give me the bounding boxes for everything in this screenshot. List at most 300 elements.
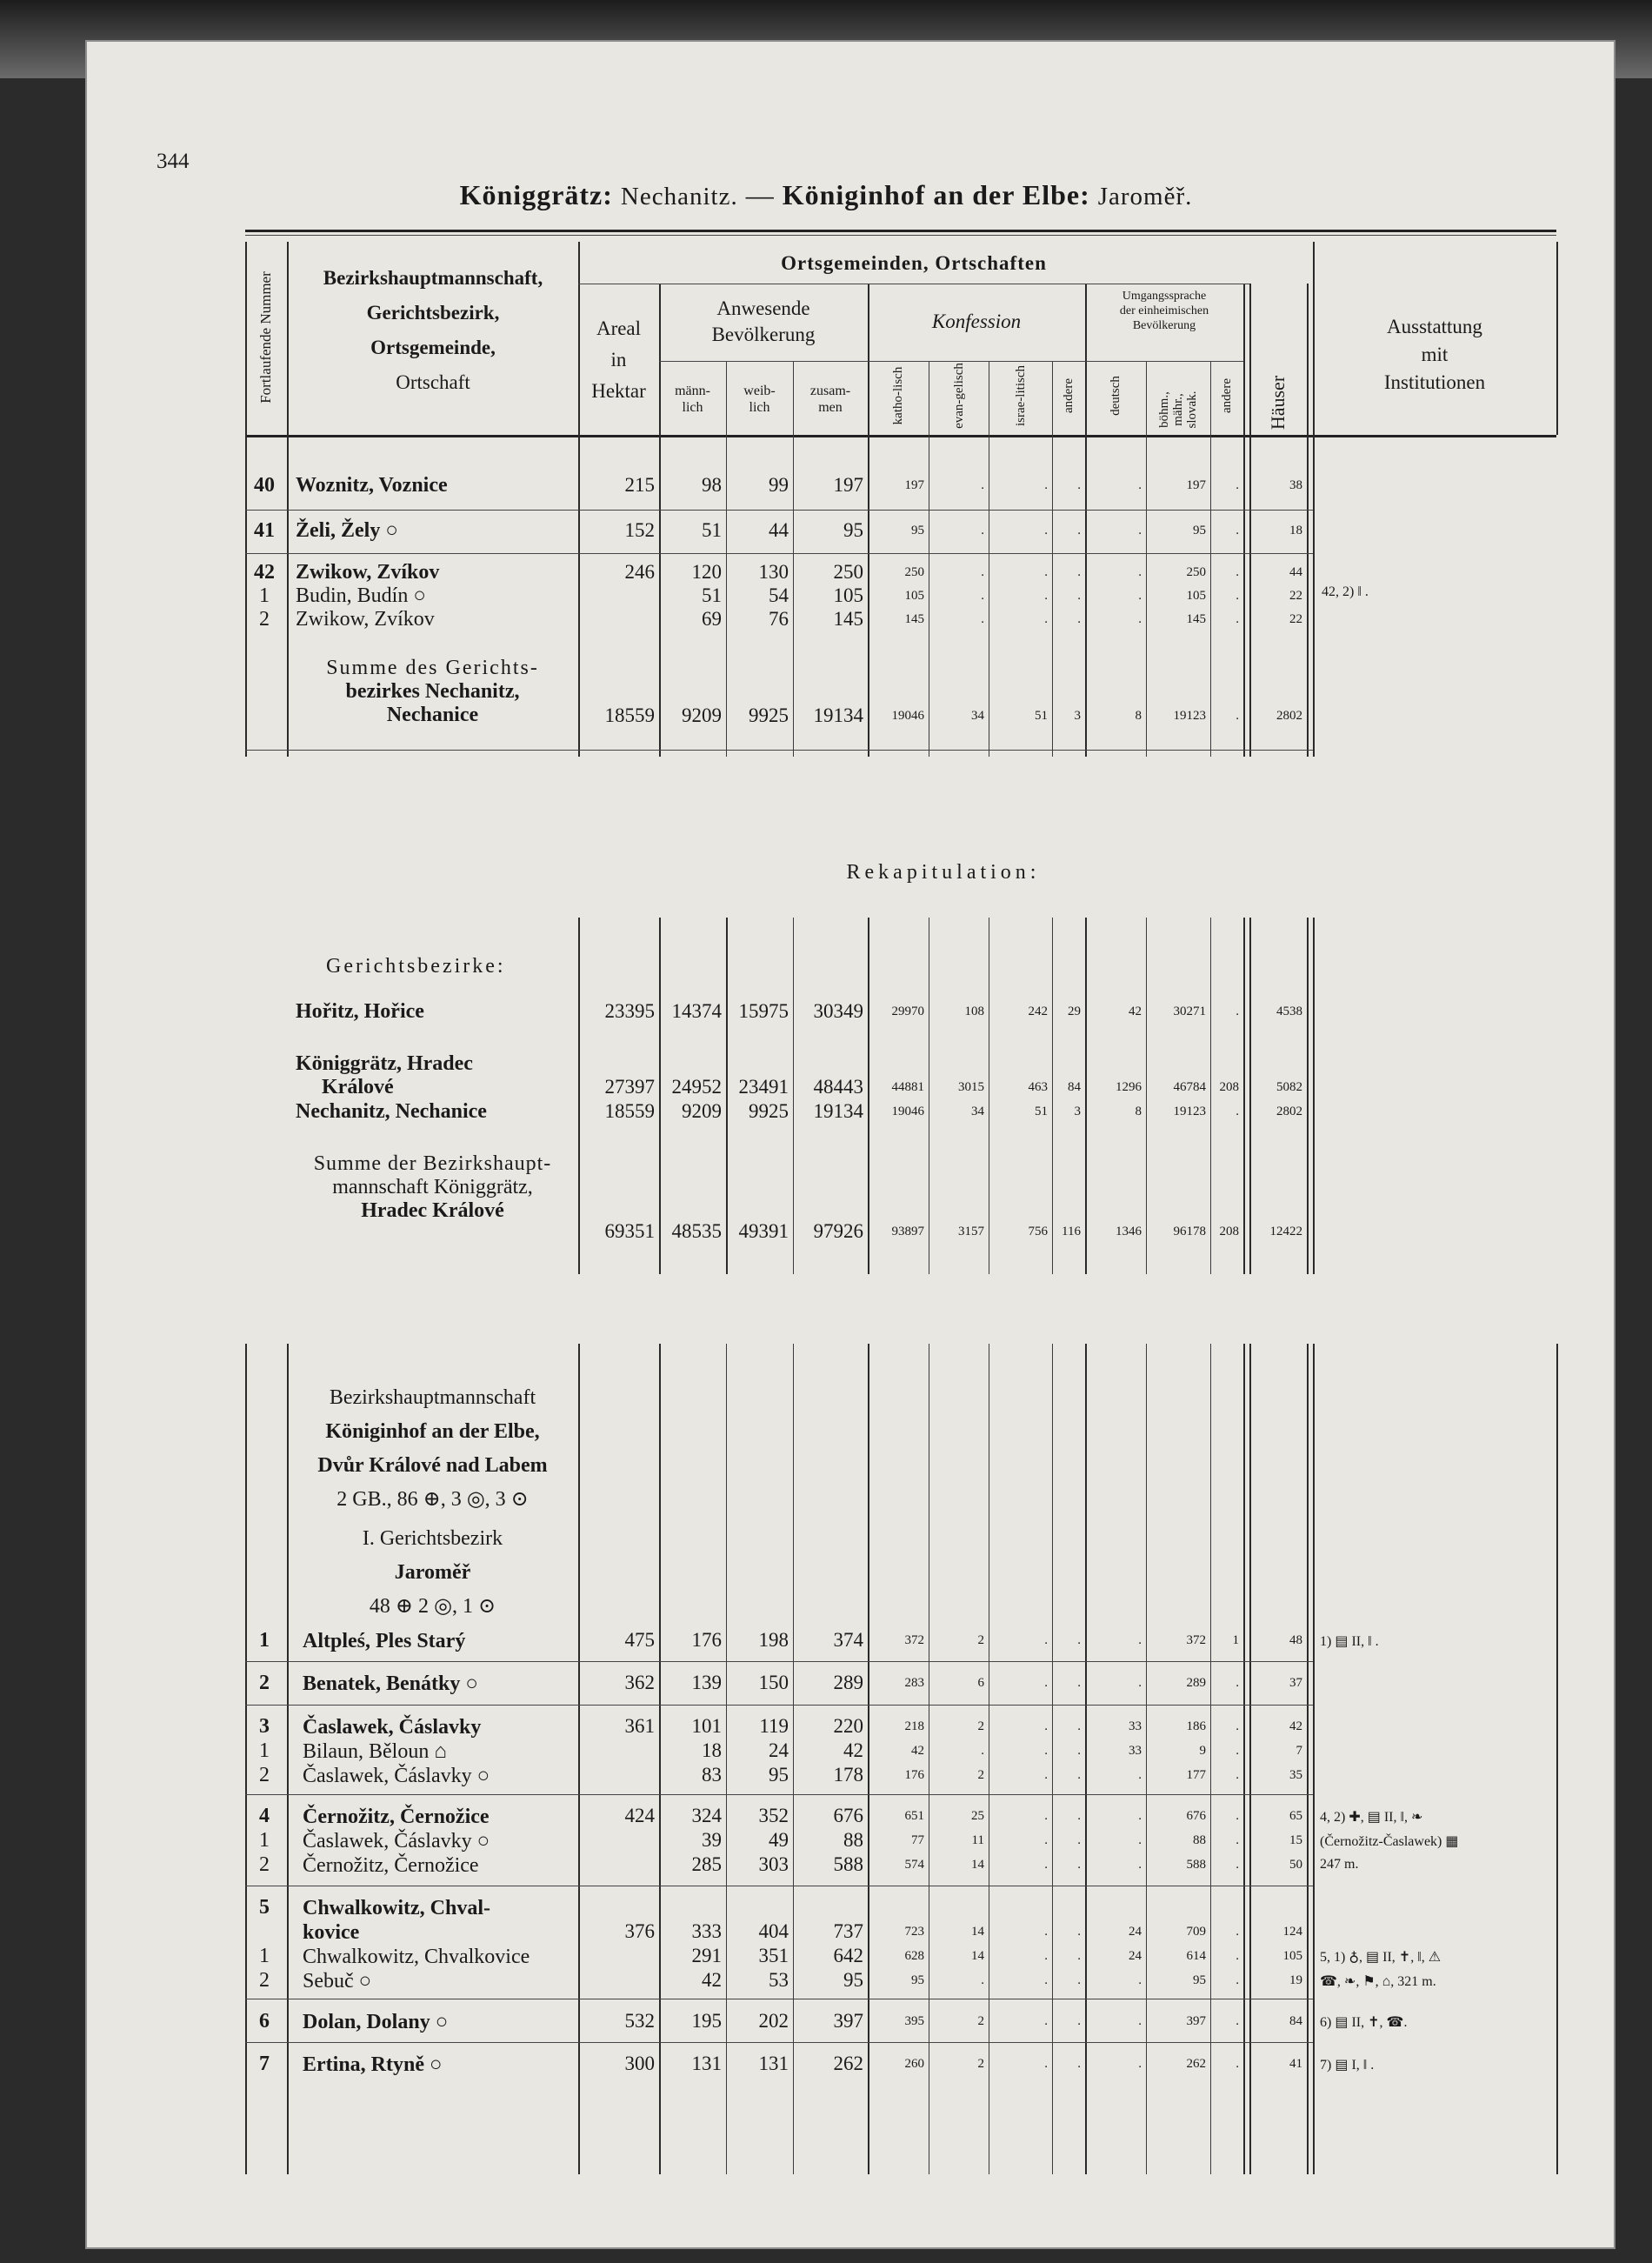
cell-de: . xyxy=(1138,612,1142,626)
page-number: 344 xyxy=(157,150,190,173)
cell-kath: 105 xyxy=(904,589,924,603)
cell-ev: 108 xyxy=(964,1005,984,1018)
column-rule xyxy=(1556,242,1558,435)
cell-asp: 208 xyxy=(1219,1080,1239,1094)
cell-z: 19134 xyxy=(813,1100,863,1122)
cell-asp: . xyxy=(1236,478,1239,492)
cell-z: 289 xyxy=(833,1672,863,1693)
column-rule xyxy=(1307,918,1309,1274)
cell-and: 3 xyxy=(1074,1105,1081,1118)
cell-z: 105 xyxy=(833,584,863,606)
cell-z: 374 xyxy=(833,1629,863,1651)
ortschaft-name xyxy=(303,1739,447,1764)
cell-isr: . xyxy=(1044,1719,1048,1733)
header-zusammen xyxy=(793,383,868,416)
cell-kath: 95 xyxy=(911,524,924,537)
cell-ev: . xyxy=(981,1973,984,1987)
row-number: 2 xyxy=(259,1764,270,1786)
cell-isr: . xyxy=(1044,1973,1048,1987)
header-konfession: Konfession xyxy=(931,310,1022,332)
cell-asp: . xyxy=(1236,1744,1239,1758)
cell-z: 95 xyxy=(843,519,863,541)
column-rule xyxy=(287,242,289,435)
cell-w: 23491 xyxy=(738,1076,789,1098)
header-anwesende-line: Anwesende xyxy=(716,297,810,319)
row-rule xyxy=(245,510,1313,511)
cell-m: 9209 xyxy=(682,1100,722,1122)
column-rule xyxy=(1146,918,1147,1274)
column-rule xyxy=(1210,918,1211,1274)
cell-ev: 6 xyxy=(977,1676,984,1690)
cell-cz: 88 xyxy=(1193,1833,1206,1847)
cell-w: 76 xyxy=(769,608,789,630)
gb-heading-line: Jaroměř xyxy=(394,1561,471,1584)
cell-kath: 628 xyxy=(904,1949,924,1963)
name-line: Ertina, Rtyně ○ xyxy=(303,2053,443,2076)
cell-h: 18 xyxy=(1289,524,1302,537)
column-rule xyxy=(1313,1344,1315,2174)
cell-and: 84 xyxy=(1068,1080,1081,1094)
cell-h: 42 xyxy=(1289,1719,1302,1733)
cell-de: . xyxy=(1138,565,1142,579)
cell-cz: 19123 xyxy=(1173,709,1206,723)
row-rule xyxy=(245,435,1556,437)
cell-kath: 395 xyxy=(904,2014,924,2028)
cell-z: 178 xyxy=(833,1764,863,1786)
cell-m: 101 xyxy=(691,1715,722,1737)
column-rule xyxy=(578,1344,580,2174)
bh-heading-line: Dvůr Králové nad Labem xyxy=(317,1454,548,1477)
cell-m: 285 xyxy=(691,1853,722,1875)
cell-isr: . xyxy=(1044,1833,1048,1847)
cell-z: 250 xyxy=(833,561,863,583)
cell-m: 324 xyxy=(691,1805,722,1826)
header-bezirk-line: Ortschaft xyxy=(396,371,470,393)
cell-w: 131 xyxy=(758,2053,789,2074)
cell-isr: . xyxy=(1044,1925,1048,1939)
rekap-gerichtsbezirk xyxy=(296,1052,473,1099)
header-umgangssprache-line: Bevölkerung xyxy=(1132,319,1196,332)
column-rule xyxy=(1085,1344,1087,2174)
header-areal xyxy=(578,313,659,407)
header-zusammen-line: men xyxy=(818,400,843,415)
cell-z: 42 xyxy=(843,1739,863,1761)
cell-m: 42 xyxy=(702,1969,722,1991)
column-rule xyxy=(793,435,794,757)
cell-z: 262 xyxy=(833,2053,863,2074)
cell-and: . xyxy=(1077,1809,1081,1823)
row-rule xyxy=(245,1794,1313,1795)
row-rule xyxy=(245,1661,1313,1662)
ortsgemeinde-name xyxy=(303,1805,490,1829)
cell-de: 1296 xyxy=(1116,1080,1142,1094)
column-rule xyxy=(1249,284,1251,435)
cell-m: 51 xyxy=(702,519,722,541)
cell-de: . xyxy=(1138,478,1142,492)
cell-asp: . xyxy=(1236,565,1239,579)
header-maennlich xyxy=(659,383,726,416)
summe-gb-line: Nechanice xyxy=(386,704,479,726)
cell-cz: 250 xyxy=(1186,565,1206,579)
cell-de: . xyxy=(1138,524,1142,537)
ortsgemeinde-name: Woznitz, Voznice xyxy=(296,474,448,497)
cell-kath: 218 xyxy=(904,1719,924,1733)
column-rule xyxy=(578,435,580,757)
cell-z: 19134 xyxy=(813,704,863,726)
row-number: 1 xyxy=(259,584,270,607)
header-ausstattung-line: Ausstattung xyxy=(1387,316,1482,337)
header-maennlich-line: männ- xyxy=(675,384,710,398)
column-rule xyxy=(578,918,580,1274)
row-number: 1 xyxy=(259,1945,270,1967)
cell-h: 41 xyxy=(1289,2057,1302,2071)
gb-heading-line: I. Gerichtsbezirk xyxy=(362,1527,503,1550)
cell-z: 88 xyxy=(843,1829,863,1851)
row-rule xyxy=(245,2042,1313,2043)
rekap-gerichtsbezirk xyxy=(296,1100,487,1124)
cell-and: . xyxy=(1077,1768,1081,1782)
row-number: 4 xyxy=(259,1805,270,1827)
cell-cz: 46784 xyxy=(1173,1080,1206,1094)
cell-ev: . xyxy=(981,612,984,626)
row-rule xyxy=(245,230,1556,232)
cell-cz: 372 xyxy=(1186,1633,1206,1647)
cell-de: . xyxy=(1138,1676,1142,1690)
header-bezirk-line: Gerichtsbezirk, xyxy=(366,302,500,324)
column-rule xyxy=(1243,918,1245,1274)
column-rule xyxy=(1307,435,1309,757)
head-dash: — xyxy=(745,179,775,210)
institutions: ☎, ❧, ⚑, ⌂, 321 m. xyxy=(1320,1974,1436,1989)
cell-m: 9209 xyxy=(682,704,722,726)
cell-areal: 362 xyxy=(624,1672,655,1693)
name-line: Altpleś, Ples Starý xyxy=(303,1630,466,1652)
rekap-name-line: Königgrätz, Hradec xyxy=(296,1052,473,1075)
column-rule xyxy=(1249,918,1251,1274)
cell-w: 99 xyxy=(769,474,789,496)
ortsgemeinde-name: Želi, Žely ○ xyxy=(296,519,398,542)
cell-asp: . xyxy=(1236,1768,1239,1782)
cell-areal: 246 xyxy=(624,561,655,583)
cell-w: 49391 xyxy=(738,1220,789,1242)
cell-h: 84 xyxy=(1289,2014,1302,2028)
cell-h: 38 xyxy=(1289,478,1302,492)
column-rule xyxy=(868,918,869,1274)
cell-kath: 176 xyxy=(904,1768,924,1782)
header-weiblich xyxy=(726,383,793,416)
column-rule xyxy=(1249,1344,1251,2174)
cell-kath: 29970 xyxy=(891,1005,924,1018)
cell-m: 51 xyxy=(702,584,722,606)
cell-de: . xyxy=(1138,1768,1142,1782)
name-line: Dolan, Dolany ○ xyxy=(303,2011,449,2033)
ortschaft-name xyxy=(303,1764,490,1788)
cell-areal: 361 xyxy=(624,1715,655,1737)
row-number: 42 xyxy=(254,561,275,584)
cell-w: 303 xyxy=(758,1853,789,1875)
cell-de: 24 xyxy=(1129,1949,1142,1963)
rekap-gerichtsbezirk xyxy=(296,1000,424,1024)
ortsgemeinde-name xyxy=(303,2053,443,2077)
cell-de: . xyxy=(1138,1633,1142,1647)
cell-z: 48443 xyxy=(813,1076,863,1098)
ortsgemeinde-name xyxy=(303,1715,481,1739)
cell-ev: . xyxy=(981,1744,984,1758)
cell-and: 3 xyxy=(1074,709,1081,723)
cell-m: 291 xyxy=(691,1945,722,1966)
cell-w: 15975 xyxy=(738,1000,789,1022)
cell-kath: 651 xyxy=(904,1809,924,1823)
cell-de: . xyxy=(1138,1809,1142,1823)
cell-areal: 152 xyxy=(624,519,655,541)
cell-de: . xyxy=(1138,1833,1142,1847)
row-number: 1 xyxy=(259,1829,270,1852)
header-bezirk-line: Ortsgemeinde, xyxy=(370,337,496,358)
institutions: 1) ▤ II, ‖ . xyxy=(1320,1634,1379,1649)
cell-asp: . xyxy=(1236,1719,1239,1733)
cell-and: . xyxy=(1077,612,1081,626)
header-weiblich-line: weib- xyxy=(743,384,776,398)
cell-isr: 756 xyxy=(1028,1225,1048,1238)
cell-asp: . xyxy=(1236,1005,1239,1018)
cell-h: 7 xyxy=(1296,1744,1302,1758)
cell-z: 737 xyxy=(833,1920,863,1942)
cell-h: 15 xyxy=(1289,1833,1302,1847)
cell-w: 24 xyxy=(769,1739,789,1761)
cell-asp: . xyxy=(1236,2014,1239,2028)
cell-kath: 260 xyxy=(904,2057,924,2071)
cell-isr: . xyxy=(1044,2014,1048,2028)
cell-cz: 197 xyxy=(1186,478,1206,492)
name-line: Černožitz, Černožice xyxy=(303,1854,479,1877)
column-rule xyxy=(287,1344,289,2174)
cell-ev: 3015 xyxy=(958,1080,984,1094)
summe-bh-line: Summe der Bezirkshaupt- xyxy=(313,1152,552,1175)
cell-m: 120 xyxy=(691,561,722,583)
name-line: Černožitz, Černožice xyxy=(303,1806,490,1828)
column-rule xyxy=(1243,1344,1245,2174)
bh-heading-line: Bezirkshauptmannschaft xyxy=(329,1386,536,1409)
cell-isr: 463 xyxy=(1028,1080,1048,1094)
cell-cz: 105 xyxy=(1186,589,1206,603)
cell-m: 131 xyxy=(691,2053,722,2074)
row-rule xyxy=(245,750,1313,751)
column-rule xyxy=(1085,918,1087,1274)
cell-w: 130 xyxy=(758,561,789,583)
column-rule xyxy=(1243,284,1245,435)
cell-areal: 27397 xyxy=(604,1076,655,1098)
column-rule xyxy=(1052,361,1053,435)
cell-and: . xyxy=(1077,1719,1081,1733)
cell-isr: 242 xyxy=(1028,1005,1048,1018)
running-head xyxy=(0,179,1652,211)
cell-h: 35 xyxy=(1289,1768,1302,1782)
rekap-name-line: Hořitz, Hořice xyxy=(296,1000,424,1023)
cell-de: 24 xyxy=(1129,1925,1142,1939)
header-ortsgemeinden: Ortsgemeinden, Ortschaften xyxy=(781,252,1047,274)
cell-m: 48535 xyxy=(671,1220,722,1242)
cell-ev: . xyxy=(981,565,984,579)
cell-kath: 95 xyxy=(911,1973,924,1987)
ortschaft-name: Zwikow, Zvíkov xyxy=(296,608,435,631)
cell-z: 220 xyxy=(833,1715,863,1737)
cell-kath: 42 xyxy=(911,1744,924,1758)
cell-de: 8 xyxy=(1135,1105,1142,1118)
cell-de: . xyxy=(1138,1973,1142,1987)
cell-z: 95 xyxy=(843,1969,863,1991)
cell-areal: 18559 xyxy=(604,704,655,726)
summe-gb-line: Summe des Gerichts- xyxy=(326,657,539,679)
row-rule xyxy=(245,553,1313,554)
cell-cz: 186 xyxy=(1186,1719,1206,1733)
row-rule xyxy=(659,361,868,362)
cell-and: . xyxy=(1077,1925,1081,1939)
summe-bezirkshauptmannschaft-label xyxy=(291,1152,574,1223)
cell-z: 197 xyxy=(833,474,863,496)
column-rule xyxy=(1313,918,1315,1274)
cell-isr: . xyxy=(1044,1633,1048,1647)
cell-and: . xyxy=(1077,524,1081,537)
cell-w: 150 xyxy=(758,1672,789,1693)
cell-asp: . xyxy=(1236,1973,1239,1987)
cell-and: . xyxy=(1077,2014,1081,2028)
row-number: 7 xyxy=(259,2053,270,2075)
column-rule xyxy=(1556,1344,1558,2174)
cell-areal: 424 xyxy=(624,1805,655,1826)
cell-m: 333 xyxy=(691,1920,722,1942)
ortsgemeinde-name xyxy=(303,1672,478,1696)
cell-ev: 34 xyxy=(971,709,984,723)
row-number: 1 xyxy=(259,1739,270,1762)
header-anwesende-line: Bevölkerung xyxy=(711,324,816,345)
institutions-zwikow: 42, 2) ‖ . xyxy=(1322,584,1369,599)
header-zusammen-line: zusam- xyxy=(809,384,851,398)
cell-ev: . xyxy=(981,589,984,603)
rekap-name-line: Králové xyxy=(322,1076,394,1098)
header-deutsch: deutsch xyxy=(1109,376,1122,416)
header-umgangssprache-line: Umgangssprache xyxy=(1122,290,1207,303)
header-israelitisch: israe-litisch xyxy=(1013,365,1028,426)
column-rule xyxy=(1052,1344,1053,2174)
cell-kath: 93897 xyxy=(891,1225,924,1238)
gerichtsbezirk-heading xyxy=(291,1522,574,1624)
cell-and: 116 xyxy=(1062,1225,1081,1238)
cell-and: . xyxy=(1077,2057,1081,2071)
column-rule xyxy=(1210,361,1211,435)
cell-kath: 77 xyxy=(911,1833,924,1847)
cell-de: 1346 xyxy=(1116,1225,1142,1238)
cell-w: 95 xyxy=(769,1764,789,1786)
cell-de: 42 xyxy=(1129,1005,1142,1018)
cell-asp: . xyxy=(1236,2057,1239,2071)
cell-cz: 30271 xyxy=(1173,1005,1206,1018)
cell-asp: . xyxy=(1236,1949,1239,1963)
cell-h: 37 xyxy=(1289,1676,1302,1690)
cell-z: 97926 xyxy=(813,1220,863,1242)
cell-ev: 14 xyxy=(971,1858,984,1872)
cell-z: 676 xyxy=(833,1805,863,1826)
cell-kath: 250 xyxy=(904,565,924,579)
cell-m: 195 xyxy=(691,2010,722,2032)
head-district-1: Königgrätz: xyxy=(459,179,613,210)
institutions: 6) ▤ II, ✝, ☎. xyxy=(1320,2015,1408,2030)
cell-ev: 11 xyxy=(971,1833,984,1847)
head-court-1: Nechanitz. xyxy=(620,183,738,210)
cell-m: 39 xyxy=(702,1829,722,1851)
row-number: 2 xyxy=(259,1672,270,1694)
name-line: Chwalkowitz, Chval- xyxy=(303,1897,491,1919)
cell-cz: 9 xyxy=(1199,1744,1206,1758)
cell-areal: 376 xyxy=(624,1920,655,1942)
cell-de: . xyxy=(1138,1858,1142,1872)
institutions: 7) ▤ I, ‖ . xyxy=(1320,2058,1375,2073)
cell-w: 49 xyxy=(769,1829,789,1851)
cell-h: 50 xyxy=(1289,1858,1302,1872)
cell-m: 18 xyxy=(702,1739,722,1761)
column-rule xyxy=(1052,918,1053,1274)
cell-m: 14374 xyxy=(671,1000,722,1022)
column-rule xyxy=(793,1344,794,2174)
header-ausstattung-line: Institutionen xyxy=(1383,371,1486,393)
cell-cz: 95 xyxy=(1193,524,1206,537)
cell-m: 83 xyxy=(702,1764,722,1786)
gb-heading-line: 48 ⊕ 2 ◎, 1 ⊙ xyxy=(369,1595,496,1618)
cell-and: . xyxy=(1077,589,1081,603)
bh-heading-line: Königinhof an der Elbe, xyxy=(325,1420,540,1443)
cell-isr: . xyxy=(1044,1744,1048,1758)
cell-and: . xyxy=(1077,565,1081,579)
cell-w: 352 xyxy=(758,1805,789,1826)
cell-ev: 2 xyxy=(977,2014,984,2028)
cell-h: 22 xyxy=(1289,612,1302,626)
row-number: 40 xyxy=(254,474,275,497)
cell-cz: 262 xyxy=(1186,2057,1206,2071)
cell-asp: . xyxy=(1236,612,1239,626)
cell-asp: . xyxy=(1236,524,1239,537)
cell-isr: . xyxy=(1044,1858,1048,1872)
bezirkshauptmannschaft-heading xyxy=(291,1381,574,1517)
cell-and: . xyxy=(1077,1676,1081,1690)
cell-asp: . xyxy=(1236,1833,1239,1847)
cell-kath: 19046 xyxy=(891,1105,924,1118)
cell-isr: . xyxy=(1044,1676,1048,1690)
header-maennlich-line: lich xyxy=(682,400,703,415)
cell-h: 19 xyxy=(1289,1973,1302,1987)
cell-ev: . xyxy=(981,524,984,537)
cell-kath: 44881 xyxy=(891,1080,924,1094)
cell-ev: 14 xyxy=(971,1925,984,1939)
summe-bh-line: Hradec Králové xyxy=(361,1199,504,1222)
ortsgemeinde-name xyxy=(303,2010,448,2034)
cell-de: 33 xyxy=(1129,1719,1142,1733)
cell-asp: 208 xyxy=(1219,1225,1239,1238)
cell-w: 351 xyxy=(758,1945,789,1966)
cell-ev: 2 xyxy=(977,1768,984,1782)
row-number: 2 xyxy=(259,608,270,631)
name-line: Benatek, Benátky ○ xyxy=(303,1672,478,1695)
cell-de: . xyxy=(1138,2057,1142,2071)
ortschaft-name xyxy=(303,1853,479,1878)
cell-cz: 145 xyxy=(1186,612,1206,626)
summe-gerichtsbezirk-label xyxy=(291,657,574,727)
head-court-2: Jaroměř. xyxy=(1097,183,1193,210)
cell-areal: 23395 xyxy=(604,1000,655,1022)
cell-kath: 197 xyxy=(904,478,924,492)
cell-z: 30349 xyxy=(813,1000,863,1022)
cell-m: 139 xyxy=(691,1672,722,1693)
cell-areal: 69351 xyxy=(604,1220,655,1242)
cell-cz: 397 xyxy=(1186,2014,1206,2028)
